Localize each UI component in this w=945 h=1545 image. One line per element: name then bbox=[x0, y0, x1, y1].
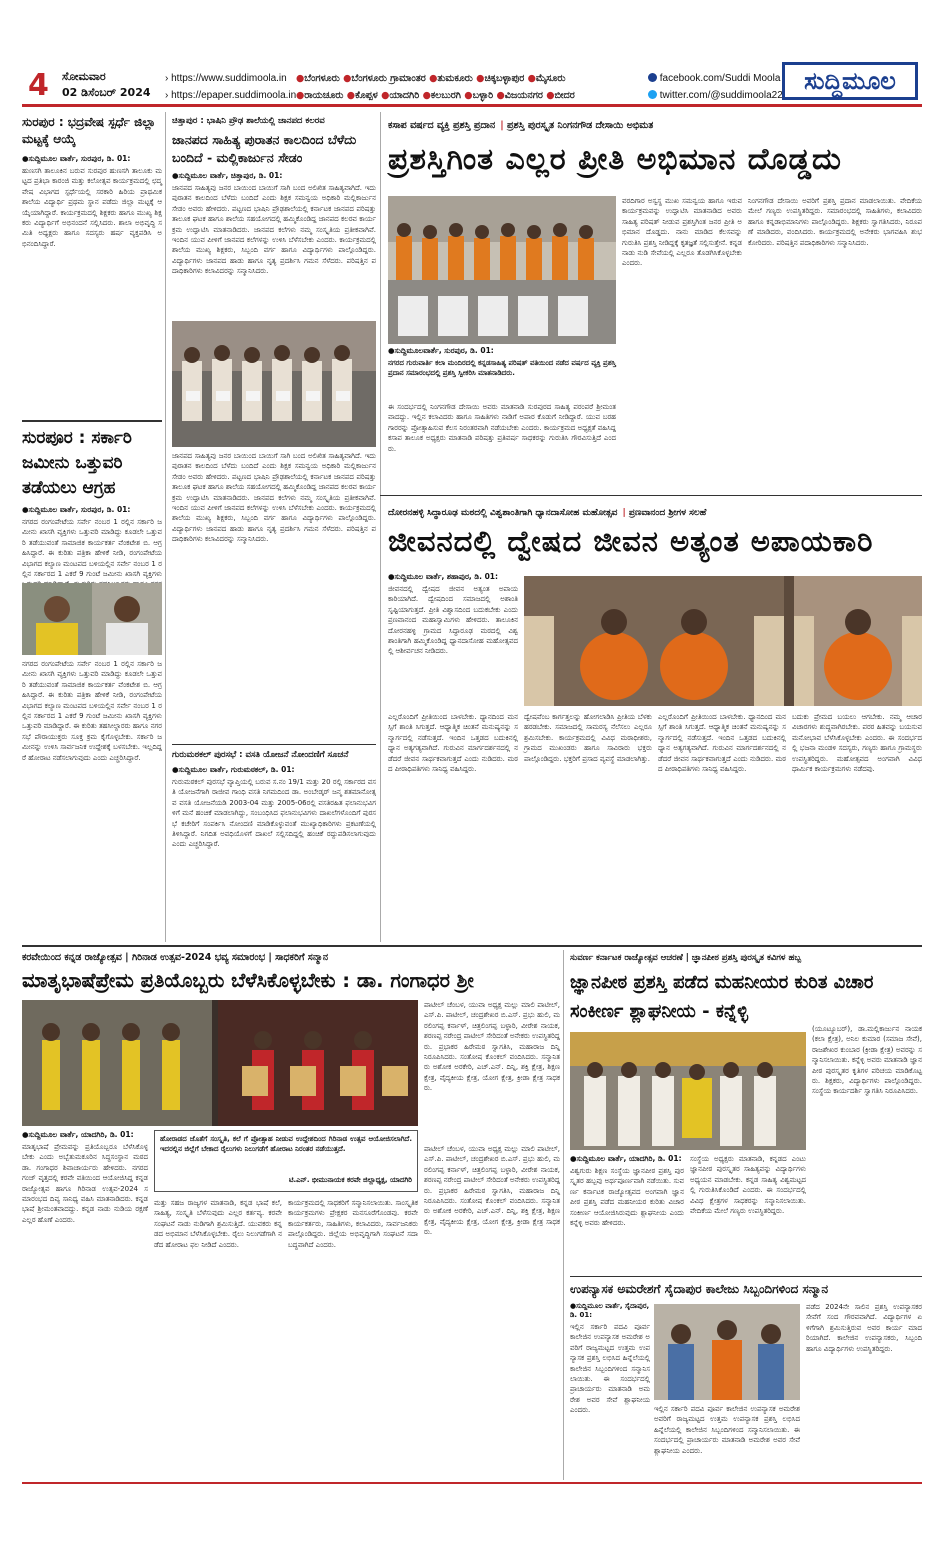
cities-row-2 bbox=[296, 87, 575, 104]
spirit-story-body-3: ದ್ವೇಷವೆಂಬ ಕಾರ್ಗತ್ತಲನ್ನು ಹೋಗಲಾಡಿಸಿ ಪ್ರೀತಿಯ ಬೆಳಕು ಹರಡಬೇಕು. ಸಮಾಜದಲ್ಲಿ ಸಾಮರಸ್ಯ ನೆಲೆಸಲು ಎಲ್ಲರೂ ಶ್ರಮಿಸಬೇಕು. ಕಾರ್ಯಕ್ರಮದಲ್ಲಿ ವಿವಿಧ ಮಠಾಧೀಶರು, ಗ್ರಾಮದ ಮುಖಂಡರು ಹಾಗೂ ಸಾವಿರಾರು ಭಕ್ತರು ಪಾಲ್ಗೊಂಡಿದ್ದರು. ಭಕ್ತರಿಗೆ ಪ್ರಸಾದ ವ್ಯವಸ್ಥೆ ಮಾಡಲಾಗಿತ್ತು. bbox=[524, 713, 652, 763]
cities_row1-2[interactable]: ತುಮಕೂರು bbox=[437, 73, 477, 84]
top-story-headline: ಪ್ರಶಸ್ತಿಗಿಂತ ಎಲ್ಲರ ಪ್ರೀತಿ ಅಭಿಮಾನ ದೊಡ್ಡದು bbox=[388, 142, 842, 177]
bottom-right-body-3: (ಯೂಟ್ಯೂಬರ್), ಡಾ.ಮಲ್ಲಿಕಾರ್ಜುನ ನಾಯಕ (ಕಲಾ ಕ್ಷೇತ್ರ), ಅನಿಲ ಕುಮಾರ (ಸಮಾಜ ಸೇವೆ), ರಾಜಶೇಖರ ಕುಂಬಾರ (ಕ್ರೀಡಾ ಕ್ಷೇತ್ರ) ಅವರನ್ನು ಸನ್ಮಾನಿಸಲಾಯಿತು. ಕನ್ನೆಳ್ಳಿ ಅವರು ಮಾತನಾಡಿ ಜ್ಞಾನಪೀಠ ಪುರಸ್ಕೃತರ ಕೃತಿಗಳ ಪರಿಚಯ ಮಾಡಿಕೊಟ್ಟರು. ಶಿಕ್ಷಕರು, ವಿದ್ಯಾರ್ಥಿಗಳು ಪಾಲ್ಗೊಂಡಿದ್ದರು. ಸಂಸ್ಥೆಯ ಕಾರ್ಯದರ್ಶಿ ಸ್ವಾಗತಿಸಿ ನಿರೂಪಿಸಿದರು. bbox=[812, 1025, 922, 1096]
bottom-left-headline: ಮಾತೃಭಾಷೆಪ್ರೇಮ ಪ್ರತಿಯೊಬ್ಬರು ಬೆಳೆಸಿಕೊಳ್ಳಬೇಕು : ಡಾ. ಗಂಗಾಧರ ಶ್ರೀ bbox=[22, 969, 474, 992]
masthead-date: 02 ಡಿಸೆಂಬರ್ 2024 bbox=[62, 86, 151, 99]
top-story-body-1: ವರದಿಗಾರ ಅಸ್ವಸ್ಥ ಮುಖ ಸಮನ್ವಯ ಹಾಗೂ ಇರುವ ಕಾರ್ಯಕ್ರಮವನ್ನು ಉದ್ಘಾಟಿಸಿ ಮಾತನಾಡಿದ ಅವರು ಸಾಹಿತ್ಯ ಪರಿಷತ್ ನೀಡುವ ಪ್ರಶಸ್ತಿಗಿಂತ ಜನರ ಪ್ರೀತಿ ಅಭಿಮಾನ ದೊಡ್ಡದು. ನಾನು ಮಾಡಿದ ಕೆಲಸವನ್ನು ಗುರುತಿಸಿ ಪ್ರಶಸ್ತಿ ನೀಡಿದ್ದಕ್ಕೆ ಕೃತಜ್ಞತೆ ಸಲ್ಲಿಸುತ್ತೇನೆ. ಕನ್ನಡ ನಾಡು ನುಡಿ ಸೇವೆಯಲ್ಲಿ ಎಲ್ಲರೂ ತೊಡಗಿಸಿಕೊಳ್ಳಬೇಕು ಎಂದರು. bbox=[622, 197, 742, 268]
city-bullet-icon: ● bbox=[429, 73, 438, 84]
column-divider bbox=[380, 112, 381, 942]
bottom-right-photo bbox=[570, 1032, 806, 1150]
bottom-right-story-2-headline: ಉಪನ್ಯಾಸಕ ಅಮರೇಶಗೆ ಸೈದಾಪುರ ಕಾಲೇಜು ಸಿಬ್ಬಂದಿಗಳಿಂದ ಸನ್ಮಾನ bbox=[570, 1282, 828, 1296]
mid-story-1-body-a: ಜಾನಪದ ಸಾಹಿತ್ಯವು ಜನರ ಬಾಯಿಂದ ಬಾಯಿಗೆ ಸಾಗಿ ಬಂದ ಅಲಿಖಿತ ಸಾಹಿತ್ಯವಾಗಿದೆ. ಇದು ಪುರಾತನ ಕಾಲದಿಂದ ಬೆಳೆದು ಬಂದಿದೆ ಎಂದು ಶಿಕ್ಷಕ ಸಮನ್ವಯ ಅಧಿಕಾರಿ ಮಲ್ಲಿಕಾರ್ಜುನ ಸೇಡಂ ಅವರು ಹೇಳಿದರು. ಪಟ್ಟಣದ ಭಾಷಿನಿ ಪ್ರೌಢಶಾಲೆಯಲ್ಲಿ ಕರ್ನಾಟಕ ಜಾನಪದ ಪರಿಷತ್ತು ತಾಲೂಕ ಘಟಕ ಹಾಗೂ ಶಾಲೆಯ ಸಹಯೋಗದಲ್ಲಿ ಹಮ್ಮಿಕೊಂಡಿದ್ದ ಜಾನಪದ ಕಲರವ ಕಾರ್ಯಕ್ರಮ ಉದ್ಘಾಟಿಸಿ ಮಾತನಾಡಿದರು. ಜಾನಪದ ಕಲೆಗಳು ನಮ್ಮ ಸಂಸ್ಕೃತಿಯ ಪ್ರತೀಕವಾಗಿವೆ. ಇಂದಿನ ಯುವ ಪೀಳಿಗೆ ಜಾನಪದ ಕಲೆಗಳನ್ನು ಉಳಿಸಿ ಬೆಳೆಸಬೇಕು ಎಂದರು. ಕಾರ್ಯಕ್ರಮದಲ್ಲಿ ಶಾಲೆಯ ಮುಖ್ಯ ಶಿಕ್ಷಕರು, ಸಿಬ್ಬಂದಿ ವರ್ಗ ಹಾಗೂ ವಿದ್ಯಾರ್ಥಿಗಳು ಪಾಲ್ಗೊಂಡಿದ್ದರು. ವಿದ್ಯಾರ್ಥಿಗಳು ಜಾನಪದ ಹಾಡು ಹಾಗೂ ನೃತ್ಯ ಪ್ರದರ್ಶಿಸಿ ಗಮನ ಸೆಳೆದರು. ಪರಿಷತ್ತಿನ ಪದಾಧಿಕಾರಿಗಳು ಕಲಾವಿದರನ್ನು ಸನ್ಮಾನಿಸಿದರು. bbox=[172, 184, 376, 276]
top-story-kicker-left: ಕಸಾಪ ವರ್ಷದ ವ್ಯಕ್ತಿ ಪ್ರಶಸ್ತಿ ಪ್ರದಾನ bbox=[388, 120, 496, 131]
spirit-story-photo bbox=[524, 576, 922, 706]
bottom-left-body-2: ಮತ್ತು ಸಹಜ ರಾಜ್ಯಗಳ ಮಾತನಾಡಿ, ಕನ್ನಡ ಭಾಷೆ ಕಲೆ, ಸಾಹಿತ್ಯ, ಸಂಸ್ಕೃತಿ ಬೆಳೆಸುವುದು ಎಲ್ಲರ ಕರ್ತವ್ಯ. ಕರವೇ ಸಂಘಟನೆ ನಾಡು ನುಡಿಗಾಗಿ ಶ್ರಮಿಸುತ್ತಿದೆ. ಯುವಕರು ಕನ್ನಡದ ಅಭಿಮಾನ ಬೆಳೆಸಿಕೊಳ್ಳಬೇಕು. ರೈಲು ನಿಲುಗಡೆಗಾಗಿ ನಡೆದ ಹೋರಾಟ ಫಲ ನೀಡಿದೆ ಎಂದರು. bbox=[154, 1199, 282, 1249]
bottom-right-story-2-body: ಇಲ್ಲಿನ ಸರ್ಕಾರಿ ಪದವಿ ಪೂರ್ವ ಕಾಲೇಜಿನ ಉಪನ್ಯಾಸಕ ಅಮರೇಶ ಅವರಿಗೆ ರಾಜ್ಯಮಟ್ಟದ ಉತ್ತಮ ಉಪನ್ಯಾಸಕ ಪ್ರಶಸ್ತಿ ಲಭಿಸಿದ ಹಿನ್ನೆಲೆಯಲ್ಲಿ ಕಾಲೇಜಿನ ಸಿಬ್ಬಂದಿಗಳಿಂದ ಸನ್ಮಾನಿಸಲಾಯಿತು. ಈ ಸಂದರ್ಭದಲ್ಲಿ ಪ್ರಾಚಾರ್ಯರು ಮಾತನಾಡಿ ಅಮರೇಶ ಅವರ ಸೇವೆ ಶ್ಲಾಘನೀಯ ಎಂದರು. bbox=[570, 1323, 650, 1415]
spirit-story-body-2: ಎಲ್ಲರೊಂದಿಗೆ ಪ್ರೀತಿಯಿಂದ ಬಾಳಬೇಕು. ಧ್ಯಾನದಿಂದ ಮನಸ್ಸಿಗೆ ಶಾಂತಿ ಸಿಗುತ್ತದೆ. ಆಧ್ಯಾತ್ಮಿಕ ಚಿಂತನೆ ಮನುಷ್ಯನನ್ನು ಸನ್ಮಾರ್ಗದಲ್ಲಿ ನಡೆಸುತ್ತದೆ. ಇಂದಿನ ಒತ್ತಡದ ಬದುಕಿನಲ್ಲಿ ಧ್ಯಾನ ಅತ್ಯಗತ್ಯವಾಗಿದೆ. ಗುರುವಿನ ಮಾರ್ಗದರ್ಶನದಲ್ಲಿ ನಡೆದರೆ ಜೀವನ ಸಾರ್ಥಕವಾಗುತ್ತದೆ ಎಂದು ನುಡಿದರು. ಮಠದ ಪೀಠಾಧಿಪತಿಗಳು ಸಾನಿಧ್ಯ ವಹಿಸಿದ್ದರು. bbox=[388, 713, 518, 774]
award-ceremony-photo bbox=[388, 196, 616, 344]
spirit-story-body-4: ಬದುಕು ಪ್ರೇಮದ ಬಯಲು ಆಗಬೇಕು. ನಮ್ಮ ಆಚಾರ ವಿಚಾರಗಳು ಶುದ್ಧವಾಗಿರಬೇಕು. ಪರರ ಹಿತವನ್ನು ಬಯಸುವ ಮನೋಭಾವ ಬೆಳೆಸಿಕೊಳ್ಳಬೇಕು ಎಂದರು. ಈ ಸಂದರ್ಭದಲ್ಲಿ ಭಜನಾ ಮಂಡಳಿ ಸದಸ್ಯರು, ಗಣ್ಯರು ಹಾಗೂ ಗ್ರಾಮಸ್ಥರು ಉಪಸ್ಥಿತರಿದ್ದರು. ಮಹೋತ್ಸವದ ಅಂಗವಾಗಿ ವಿವಿಧ ಧಾರ್ಮಿಕ ಕಾರ್ಯಕ್ರಮಗಳು ನಡೆದವು. bbox=[792, 713, 922, 774]
top-story-body-3: ನಿಂಗನಗೌಡ ದೇಸಾಯಿ ಅವರಿಗೆ ಪ್ರಶಸ್ತಿ ಪ್ರದಾನ ಮಾಡಲಾಯಿತು. ವೇದಿಕೆಯ ಮೇಲೆ ಗಣ್ಯರು ಉಪಸ್ಥಿತರಿದ್ದರು. ಸಮಾರಂಭದಲ್ಲಿ ಸಾಹಿತಿಗಳು, ಕಲಾವಿದರು ಹಾಗೂ ಕನ್ನಡಾಭಿಮಾನಿಗಳು ಪಾಲ್ಗೊಂಡಿದ್ದರು. ಶಿಕ್ಷಕರು ಸ್ವಾಗತಿಸಿದರು, ನಿರೂಪಣೆ ಮಾಡಿದರು, ವಂದಿಸಿದರು. ಕಾರ್ಯಕ್ರಮದಲ್ಲಿ ಅನೇಕರು ಭಾಗವಹಿಸಿ ಶುಭ ಕೋರಿದರು. ಪರಿಷತ್ತಿನ ಪದಾಧಿಕಾರಿಗಳು ಸನ್ಮಾನಿಸಿದರು. bbox=[748, 197, 922, 247]
honour-photo bbox=[570, 1032, 806, 1150]
mid-story-1-headline: ಜಾನಪದ ಸಾಹಿತ್ಯ ಪುರಾತನ ಕಾಲದಿಂದ ಬೆಳೆದು ಬಂದಿದೆ - ಮಲ್ಲಿಕಾರ್ಜುನ ಸೇಡಂ bbox=[172, 132, 357, 165]
bottom-right-body-1: ವಿಶ್ವಗುರು ಶಿಕ್ಷಣ ಸಂಸ್ಥೆಯ ಜ್ಞಾನಪೀಠ ಪ್ರಶಸ್ತಿ ಪುರಸ್ಕೃತರ ಹಬ್ಬವು ಅರ್ಥಪೂರ್ಣವಾಗಿ ನಡೆಯಿತು. ಸುವರ್ಣ ಕರ್ನಾಟಕ ರಾಜ್ಯೋತ್ಸವದ ಅಂಗವಾಗಿ ಜ್ಞಾನಪೀಠ ಪ್ರಶಸ್ತಿ ಪಡೆದ ಮಹನೀಯರ ಕುರಿತು ವಿಚಾರ ಸಂಕೀರ್ಣ ಆಯೋಜಿಸಿರುವುದು ಶ್ಲಾಘನೀಯ ಎಂದು ಕನ್ನೆಳ್ಳಿ ಅವರು ಹೇಳಿದರು. bbox=[570, 1167, 684, 1228]
cities_row1-0[interactable]: ಬೆಂಗಳೂರು bbox=[304, 73, 344, 84]
top-story-lead: ನಗರದ ಗುರುವಾರ್ತಿ ಕಲಾ ಮಂದಿರದಲ್ಲಿ ಕನ್ನಡಸಾಹಿತ್ಯ ಪರಿಷತ್ ವತಿಯಿಂದ ನಡೆದ ವರ್ಷದ ವ್ಯಕ್ತಿ ಪ್ರಶಸ್ತಿ ಪ್ರದಾನ ಸಮಾರಂಭದಲ್ಲಿ ಪ್ರಶಸ್ತಿ ಸ್ವೀಕರಿಸಿ ಮಾತನಾಡಿದರು. bbox=[388, 359, 616, 378]
left-story-2-body-a: ನಗರದ ರಂಗಂಪೇಟೆಯ ಸರ್ವೇ ನಂಬರ 1 ರಲ್ಲಿನ ಸರ್ಕಾರಿ ಜಮೀನು ಖಾಸಗಿ ವ್ಯಕ್ತಿಗಳು ಒತ್ತುವರಿ ಮಾಡಿದ್ದು ಕೂಡಲೇ ಒತ್ತುವರಿ ತಡೆಯುವಂತೆ ಸಾಮಾಜಿಕ ಕಾರ್ಯಕರ್ತ ವೆಂಕಟೇಶ ಬಿ. ಆಗ್ರಹಿಸಿದ್ದಾರೆ. ಈ ಕುರಿತು ಪತ್ರಿಕಾ ಹೇಳಿಕೆ ನೀಡಿ, ರಂಗಂಪೇಟೆಯ ವಿಭಾಗದ ಕಲ್ಯಾಣ ಮಂಟಪದ ಬಳಿಯಲ್ಲಿನ ಸರ್ವೇ ನಂಬರ 1 ರಲ್ಲಿನ ಸರ್ಕಾರದ 1 ಎಕರೆ 9 ಗುಂಟೆ ಜಮೀನು ಖಾಸಗಿ ವ್ಯಕ್ತಿಗಳು bbox=[22, 518, 162, 579]
city-bullet-icon: ● bbox=[422, 90, 431, 101]
city-bullet-icon: ● bbox=[546, 90, 555, 101]
left-story-2-body-b: ನಗರದ ರಂಗಂಪೇಟೆಯ ಸರ್ವೇ ನಂಬರ 1 ರಲ್ಲಿನ ಸರ್ಕಾರಿ ಜಮೀನು ಖಾಸಗಿ ವ್ಯಕ್ತಿಗಳು ಒತ್ತುವರಿ ಮಾಡಿದ್ದು ಕೂಡಲೇ ಒತ್ತುವರಿ ತಡೆಯುವಂತೆ ಸಾಮಾಜಿಕ ಕಾರ್ಯಕರ್ತ ವೆಂಕಟೇಶ ಬಿ. ಆಗ್ರಹಿಸಿದ್ದಾರೆ. ಈ ಕುರಿತು ಪತ್ರಿಕಾ ಹೇಳಿಕೆ ನೀಡಿ, ರಂಗಂಪೇಟೆಯ ವಿಭಾಗದ ಕಲ್ಯಾಣ ಮಂಟಪದ ಬಳಿಯಲ್ಲಿನ ಸರ್ವೇ ನಂಬರ 1 ರಲ್ಲಿನ ಸರ್ಕಾರದ 1 ಎಕರೆ 9 ಗುಂಟೆ ಜಮೀನು ಖಾಸಗಿ ವ್ಯಕ್ತಿಗಳು ಒತ್ತುವರಿ ಮಾಡಿದ್ದಾರೆ. ಈ ಕುರಿತು ತಹಸೀಲ್ದಾರರು ಹಾಗೂ ನಗರಸಭೆ ಪೌರಾಯುಕ್ತರು ಸೂಕ್ತ ಕ್ರಮ ಕೈಗೊಳ್ಳಬೇಕು. ಸರ್ಕಾರಿ ಜಮೀನನ್ನು ಉಳಿಸಿ ಸಾರ್ವಜನಿಕ ಉದ್ದೇಶಕ್ಕೆ ಬಳಸಬೇಕು. ಇಲ್ಲದಿದ್ದರೆ ಹೋರಾಟ ನಡೆಸಲಾಗುವುದು ಎಂದು ಎಚ್ಚರಿಸಿದ್ದಾರೆ. bbox=[22, 660, 162, 762]
mid-story-1-kicker: ಚಿತ್ತಾಪುರ : ಭಾಷಿನಿ ಪ್ರೌಢ ಶಾಲೆಯಲ್ಲಿ ಜಾನಪದ ಕಲರವ bbox=[172, 116, 325, 126]
top-story-photo bbox=[388, 196, 616, 344]
bottom-left-col-1 bbox=[22, 1130, 148, 1478]
mid-story-1-body-b: ಜಾನಪದ ಸಾಹಿತ್ಯವು ಜನರ ಬಾಯಿಂದ ಬಾಯಿಗೆ ಸಾಗಿ ಬಂದ ಅಲಿಖಿತ ಸಾಹಿತ್ಯವಾಗಿದೆ. ಇದು ಪುರಾತನ ಕಾಲದಿಂದ ಬೆಳೆದು ಬಂದಿದೆ ಎಂದು ಶಿಕ್ಷಕ ಸಮನ್ವಯ ಅಧಿಕಾರಿ ಮಲ್ಲಿಕಾರ್ಜುನ ಸೇಡಂ ಅವರು ಹೇಳಿದರು. ಪಟ್ಟಣದ ಭಾಷಿನಿ ಪ್ರೌಢಶಾಲೆಯಲ್ಲಿ ಕರ್ನಾಟಕ ಜಾನಪದ ಪರಿಷತ್ತು ತಾಲೂಕ ಘಟಕ ಹಾಗೂ ಶಾಲೆಯ ಸಹಯೋಗದಲ್ಲಿ ಹಮ್ಮಿಕೊಂಡಿದ್ದ ಜಾನಪದ ಕಲರವ ಕಾರ್ಯಕ್ರಮ ಉದ್ಘಾಟಿಸಿ ಮಾತನಾಡಿದರು. ಜಾನಪದ ಕಲೆಗಳು ನಮ್ಮ ಸಂಸ್ಕೃತಿಯ ಪ್ರತೀಕವಾಗಿವೆ. ಇಂದಿನ ಯುವ ಪೀಳಿಗೆ ಜಾನಪದ ಕಲೆಗಳನ್ನು ಉಳಿಸಿ ಬೆಳೆಸಬೇಕು ಎಂದರು. ಕಾರ್ಯಕ್ರಮದಲ್ಲಿ ಶಾಲೆಯ ಮುಖ್ಯ ಶಿಕ್ಷಕರು, ಸಿಬ್ಬಂದಿ ವರ್ಗ ಹಾಗೂ ವಿದ್ಯಾರ್ಥಿಗಳು ಪಾಲ್ಗೊಂಡಿದ್ದರು. ವಿದ್ಯಾರ್ಥಿಗಳು ಜಾನಪದ ಹಾಡು ಹಾಗೂ ನೃತ್ಯ ಪ್ರದರ್ಶಿಸಿ ಗಮನ ಸೆಳೆದರು. ಪರಿಷತ್ತಿನ ಪದಾಧಿಕಾರಿಗಳು ಕಲಾವಿದರನ್ನು ಸನ್ಮಾನಿಸಿದರು. bbox=[172, 452, 376, 544]
bottom-left-body-1: ಮಾತೃಭಾಷೆ ಪ್ರೇಮವನ್ನು ಪ್ರತಿಯೊಬ್ಬರೂ ಬೆಳೆಸಿಕೊಳ್ಳಬೇಕು ಎಂದು ಅಬ್ಬೆತುಮಕೂರಿನ ಸಿದ್ಧಸಂಸ್ಥಾನ ಮಠದ ಡಾ. ಗಂಗಾಧರ ಶಿವಾಚಾರ್ಯರು ಹೇಳಿದರು. ನಗರದ ಗಂಜ್ ವೃತ್ತದಲ್ಲಿ ಕರವೇ ವತಿಯಿಂದ ಆಯೋಜಿಸಿದ್ದ ಕನ್ನಡ ರಾಜ್ಯೋತ್ಸವ ಹಾಗೂ ಗಿರಿನಾಡ ಉತ್ಸವ-2024 ಸಮಾರಂಭದ ದಿವ್ಯ ಸಾನಿಧ್ಯ ವಹಿಸಿ ಮಾತನಾಡಿದರು. ಕನ್ನಡ ಭಾಷೆ ಶ್ರೀಮಂತವಾದದ್ದು. ಕನ್ನಡ ನಾಡು ನುಡಿಯ ರಕ್ಷಣೆ ಎಲ್ಲರ ಹೊಣೆ ಎಂದರು. bbox=[22, 1143, 148, 1224]
bottom-left-kicker: ಕರವೇಯಿಂದ ಕನ್ನಡ ರಾಜ್ಯೋತ್ಸವ | ಗಿರಿನಾಡ ಉತ್ಸವ-2024 ಭವ್ಯ ಸಮಾರಂಭ | ಸಾಧಕರಿಗೆ ಸನ್ಮಾನ bbox=[22, 952, 329, 963]
story-divider bbox=[22, 420, 162, 422]
bottom-right-story-2-col bbox=[570, 1302, 650, 1462]
website-link[interactable]: › https://www.suddimoola.in bbox=[165, 73, 287, 84]
story-divider bbox=[570, 1276, 922, 1277]
cities_row2-2[interactable]: ಯಾದಗಿರಿ bbox=[389, 90, 423, 101]
cities_row1-4[interactable]: ಮೈಸೂರು bbox=[535, 73, 566, 84]
top-story-body-2: ಈ ಸಂದರ್ಭದಲ್ಲಿ ನಿಂಗನಗೌಡ ದೇಸಾಯಿ ಅವರು ಮಾತನಾಡಿ ಸುರಪುರದ ಸಾಹಿತ್ಯ ಪರಂಪರೆ ಶ್ರೀಮಂತವಾದದ್ದು. ಇಲ್ಲಿನ ಕಲಾವಿದರು ಹಾಗೂ ಸಾಹಿತಿಗಳು ನಾಡಿಗೆ ಅಪಾರ ಕೊಡುಗೆ ನೀಡಿದ್ದಾರೆ. ಯುವ ಬರಹಗಾರರನ್ನು ಪ್ರೋತ್ಸಾಹಿಸುವ ಕೆಲಸ ನಿರಂತರವಾಗಿ ನಡೆಯಬೇಕು ಎಂದರು. ಕಾರ್ಯಕ್ರಮದ ಅಧ್ಯಕ್ಷತೆ ವಹಿಸಿದ್ದ ಕಸಾಪ ತಾಲೂಕ ಅಧ್ಯಕ್ಷರು ಮಾತನಾಡಿ ಪರಿಷತ್ತು ಪ್ರತಿವರ್ಷ ಸಾಧಕರನ್ನು ಗುರುತಿಸಿ ಗೌರವಿಸುತ್ತಿದೆ ಎಂದರು. bbox=[388, 403, 616, 453]
cities_row2-4[interactable]: ಬಳ್ಳಾರಿ bbox=[472, 90, 497, 101]
bottom-right-story-2-caption: ಇಲ್ಲಿನ ಸರ್ಕಾರಿ ಪದವಿ ಪೂರ್ವ ಕಾಲೇಜಿನ ಉಪನ್ಯಾಸಕ ಅಮರೇಶ ಅವರಿಗೆ ರಾಜ್ಯಮಟ್ಟದ ಉತ್ತಮ ಉಪನ್ಯಾಸಕ ಪ್ರಶಸ್ತಿ ಲಭಿಸಿದ ಹಿನ್ನೆಲೆಯಲ್ಲಿ ಕಾಲೇಜಿನ ಸಿಬ್ಬಂದಿಗಳಿಂದ ಸನ್ಮಾನಿಸಲಾಯಿತು. ಈ ಸಂದರ್ಭದಲ್ಲಿ ಪ್ರಾಚಾರ್ಯರು ಮಾತನಾಡಿ ಅಮರೇಶ ಅವರ ಸೇವೆ ಶ್ಲಾಘನೀಯ ಎಂದರು. bbox=[654, 1405, 800, 1455]
newspaper-logo: ಸುದ್ದಿಮೂಲ bbox=[782, 62, 918, 100]
top-story-kicker: ಕಸಾಪ ವರ್ಷದ ವ್ಯಕ್ತಿ ಪ್ರಶಸ್ತಿ ಪ್ರದಾನ | ಪ್ರಶಸ್ತಿ ಪುರಸ್ಕೃತ ನಿಂಗನಗೌಡ ದೇಸಾಯಿ ಅಭಿಮತ bbox=[388, 120, 654, 131]
bottom-left-body-4b: ಪಾಟೀಲ್ ಚೆಂಬಳ, ಯುವಾ ಅಧ್ಯಕ್ಷ ಮಲ್ಲು ಮಾಲಿ ಪಾಟೀಲ್, ಎಸ್.ಪಿ. ಪಾಟೀಲ್, ಚಂದ್ರಶೇಖರ ಬಿ.ಎಸ್. ಪ್ರಭು ಹುಲಿ, ಮರಲಿಂಗಪ್ಪ ಕರ್ನಾಳ್, ಚಿತ್ರಲಿಂಗಪ್ಪ ಬಳ್ಳಾರಿ, ವೀರೇಶ ನಾಯಕ, ಶರಣಪ್ಪ ನರೇಂದ್ರ ಪಾಟೀಲ್ ಸೇರಿದಂತೆ ಅನೇಕರು ಉಪಸ್ಥಿತರಿದ್ದರು. ಪ್ರಭಾಕರ ಹಿರೇಮಠ ಸ್ವಾಗತಿಸಿ, ಮಹಾರಾಜ ದಿನ್ನಿ ನಿರೂಪಿಸಿದರು. ಸಂತೋಷ ಕೊಂಕಲ್ ವಂದಿಸಿದರು. ಸನ್ಮಾನಿತರು ಅಶೋಕ ಅರಕೇರಿ, ಎಚ್.ಎನ್. ದಿನ್ನಿ, ಶಕ್ತಿ ಕ್ಷೇತ್ರ, ಶಿಕ್ಷಣ ಕ್ಷೇತ್ರ, ವೈದ್ಯಕೀಯ ಕ್ಷೇತ್ರ, ಯೋಗ ಕ್ಷೇತ್ರ, ಕ್ರೀಡಾ ಕ್ಷೇತ್ರ ಸಾಧಕರು. bbox=[424, 1145, 560, 1237]
top-story-byline: ●ಸುದ್ದಿಮೂಲವಾರ್ತೆ, ಸುರಪುರ, ಡಿ. 01: bbox=[388, 346, 494, 355]
quote-box-signature: ಟಿ.ಎನ್. ಭೀಮುನಾಯಕ ಕರವೇ ಜಿಲ್ಲಾಧ್ಯಕ್ಷ, ಯಾದಗಿರಿ bbox=[288, 1176, 412, 1184]
mid-story-1-photo bbox=[172, 321, 376, 447]
seers-photo bbox=[524, 576, 922, 706]
bottom-right-story-2-body-2: ಪಡೆದ 2024ನೇ ಸಾಲಿನ ಪ್ರಶಸ್ತಿ ಉಪನ್ಯಾಸಕರ ಸೇವೆಗೆ ಸಂದ ಗೌರವವಾಗಿದೆ. ವಿದ್ಯಾರ್ಥಿಗಳ ಏಳಿಗೆಗಾಗಿ ಶ್ರಮಿಸುತ್ತಿರುವ ಅವರ ಕಾರ್ಯ ಮಾದರಿಯಾಗಿದೆ. ಕಾಲೇಜಿನ ಉಪನ್ಯಾಸಕರು, ಸಿಬ್ಬಂದಿ ಹಾಗೂ ವಿದ್ಯಾರ್ಥಿಗಳು ಉಪಸ್ಥಿತರಿದ್ದರು. bbox=[806, 1303, 922, 1353]
city-bullet-icon: ● bbox=[346, 90, 356, 101]
facebook-link[interactable]: facebook.com/Suddi Moola bbox=[648, 70, 783, 87]
facebook-icon bbox=[648, 73, 657, 82]
twitter-link[interactable]: twitter.com/@suddimoola22 bbox=[648, 87, 783, 104]
bottom-right-body-2: ಸಂಸ್ಥೆಯ ಅಧ್ಯಕ್ಷರು ಮಾತನಾಡಿ, ಕನ್ನಡದ ಎಂಟು ಜ್ಞಾನಪೀಠ ಪುರಸ್ಕೃತರ ಸಾಹಿತ್ಯವನ್ನು ವಿದ್ಯಾರ್ಥಿಗಳು ಅಧ್ಯಯನ ಮಾಡಬೇಕು. ಕನ್ನಡ ಸಾಹಿತ್ಯ ವಿಶ್ವಮಟ್ಟದಲ್ಲಿ ಗುರುತಿಸಿಕೊಂಡಿದೆ ಎಂದರು. ಈ ಸಂದರ್ಭದಲ್ಲಿ ವಿವಿಧ ಕ್ಷೇತ್ರಗಳ ಸಾಧಕರನ್ನು ಸನ್ಮಾನಿಸಲಾಯಿತು. ವೇದಿಕೆಯ ಮೇಲೆ ಗಣ್ಯರು ಉಪಸ್ಥಿತರಿದ್ದರು. bbox=[690, 1155, 806, 1216]
city-bullet-icon: ● bbox=[476, 73, 485, 84]
city-bullet-icon: ● bbox=[296, 90, 305, 101]
cities_row1-1[interactable]: ಬೆಂಗಳೂರು ಗ್ರಾಮಾಂತರ bbox=[351, 73, 430, 84]
city-bullet-icon: ● bbox=[343, 73, 352, 84]
city-bullet-icon: ● bbox=[381, 90, 390, 101]
bottom-right-byline: ●ಸುದ್ದಿಮೂಲ ವಾರ್ತೆ, ಯಾದಗಿರಿ, ಡಿ. 01: bbox=[570, 1154, 682, 1163]
left-story-1-body: ಹುಣಸಗಿ ತಾಲೂಕಿನ ಬರುವ ಸುರಪುರ ಹುಣಸಗಿ ತಾಲೂಕು ಮಟ್ಟದ ಪ್ರತಿಭಾ ಕಾರಂಜಿ ಮತ್ತು ಕಲೋತ್ಸವ ಕಾರ್ಯಕ್ರಮದಲ್ಲಿ ಛದ್ಮವೇಷ ವಿಭಾಗದ ಸ್ಪರ್ಧೆಯಲ್ಲಿ ಸರಕಾರಿ ಹಿರಿಯ ಪ್ರಾಥಮಿಕ ಶಾಲೆಯ ವಿದ್ಯಾರ್ಥಿ ಪ್ರಥಮ ಸ್ಥಾನ ಪಡೆದು ಜಿಲ್ಲಾ ಮಟ್ಟಕ್ಕೆ ಆಯ್ಕೆಯಾಗಿದ್ದಾರೆ. ಕಾರ್ಯಕ್ರಮದಲ್ಲಿ ಶಿಕ್ಷಕರು ಹಾಗೂ ಮುಖ್ಯ ಶಿಕ್ಷಕರು ವಿದ್ಯಾರ್ಥಿಗೆ ಅಭಿನಂದನೆ ಸಲ್ಲಿಸಿದರು. ಶಾಲಾ ಅಭಿವೃದ್ಧಿ ಸಮಿತಿ ಅಧ್ಯಕ್ಷರು ಹಾಗೂ ಸದಸ್ಯರು ಹರ್ಷ ವ್ಯಕ್ತಪಡಿಸಿ ಅಭಿನಂದಿಸಿದ್ದಾರೆ. bbox=[22, 167, 162, 248]
column-divider bbox=[563, 950, 564, 1480]
bottom-right-kicker: ಸುವರ್ಣ ಕರ್ನಾಟಕ ರಾಜ್ಯೋತ್ಸವ ಆಚರಣೆ | ಜ್ಞಾನಪೀಠ ಪ್ರಶಸ್ತಿ ಪುರಸ್ಕೃತ ಕವಿಗಳ ಹಬ್ಬ bbox=[570, 953, 802, 963]
epaper-link[interactable]: › https://epaper.suddimoola.in bbox=[165, 90, 297, 101]
column-divider bbox=[165, 112, 166, 942]
mid-story-2 bbox=[172, 748, 376, 937]
city-bullet-icon: ● bbox=[296, 73, 305, 84]
quote-box-text: ಹೋರಾಡದ ಜೊತೆಗೆ ಸಂಸ್ಕೃತಿ, ಕಲೆ ಗೆ ಪ್ರೋತ್ಸಾಹ ನೀಡುವ ಉದ್ದೇಶದಿಂದ ಗಿರಿನಾಡ ಉತ್ಸವ ಆಯೋಜಿಸಲಾಗಿದೆ. ಇದರಲ್ಲಿನ ಜಿಲ್ಲೆಗೆ ಬೇಕಾದ ರೈಲುಗಳು ನಿಲುಗಡೆಗೆ ಹೋರಾಟ ನಿರಂತರ ನಡೆಯುತ್ತದೆ. bbox=[160, 1135, 412, 1154]
spirit-story-body-1: ಜೀವನದಲ್ಲಿ ದ್ವೇಷದ ಜೀವನ ಅತ್ಯಂತ ಅಪಾಯಕಾರಿಯಾಗಿದೆ. ದ್ವೇಷದಿಂದ ಸಮಾಜದಲ್ಲಿ ಅಶಾಂತಿ ಸೃಷ್ಟಿಯಾಗುತ್ತದೆ. ಪ್ರೀತಿ ವಿಶ್ವಾಸದಿಂದ ಬದುಕಬೇಕು ಎಂದು ಪ್ರಣವಾನಂದ ಮಹಾಸ್ವಾಮಿಗಳು ಹೇಳಿದರು. ತಾಲೂಕಿನ ದೋರನಹಳ್ಳಿ ಗ್ರಾಮದ ಸಿದ್ಧಾರೂಢ ಮಠದಲ್ಲಿ ವಿಶ್ವಶಾಂತಿಗಾಗಿ ಹಮ್ಮಿಕೊಂಡಿದ್ದ ಧ್ಯಾನದಾಸೋಹ ಮಹೋತ್ಸವದಲ್ಲಿ ಆಶೀರ್ವಚನ ನೀಡಿದರು. bbox=[388, 585, 518, 656]
group-photo bbox=[172, 321, 376, 447]
left-story-2-headline: ಸುರಪೂರ : ಸರ್ಕಾರಿ ಜಮೀನು ಒತ್ತುವರಿ ತಡೆಯಲು ಆಗ್ರಹ bbox=[22, 428, 132, 498]
masthead-social bbox=[648, 70, 783, 104]
masthead-cities bbox=[296, 70, 575, 104]
left-story-2-byline: ●ಸುದ್ದಿಮೂಲ ವಾರ್ತೆ, ಸುರಪುರ, ಡಿ. 01: bbox=[22, 505, 131, 514]
cities_row2-6[interactable]: ಬೀದರ bbox=[554, 90, 575, 101]
mid-story-1 bbox=[172, 114, 376, 731]
spirit-story-kicker-left: ದೋರನಹಳ್ಳಿ ಸಿದ್ಧಾರೂಢ ಮಠದಲ್ಲಿ ವಿಶ್ವಶಾಂತಿಗಾಗಿ ಧ್ಯಾನದಾಸೋಹ ಮಹೋತ್ಸವ bbox=[388, 508, 618, 518]
city-bullet-icon: ● bbox=[496, 90, 505, 101]
left-story-2 bbox=[22, 426, 162, 949]
masthead-urls bbox=[165, 70, 296, 104]
bottom-left-body-4: ಪಾಟೀಲ್ ಚೆಂಬಳ, ಯುವಾ ಅಧ್ಯಕ್ಷ ಮಲ್ಲು ಮಾಲಿ ಪಾಟೀಲ್, ಎಸ್.ಪಿ. ಪಾಟೀಲ್, ಚಂದ್ರಶೇಖರ ಬಿ.ಎಸ್. ಪ್ರಭು ಹುಲಿ, ಮರಲಿಂಗಪ್ಪ ಕರ್ನಾಳ್, ಚಿತ್ರಲಿಂಗಪ್ಪ ಬಳ್ಳಾರಿ, ವೀರೇಶ ನಾಯಕ, ಶರಣಪ್ಪ ನರೇಂದ್ರ ಪಾಟೀಲ್ ಸೇರಿದಂತೆ ಅನೇಕರು ಉಪಸ್ಥಿತರಿದ್ದರು. ಪ್ರಭಾಕರ ಹಿರೇಮಠ ಸ್ವಾಗತಿಸಿ, ಮಹಾರಾಜ ದಿನ್ನಿ ನಿರೂಪಿಸಿದರು. ಸಂತೋಷ ಕೊಂಕಲ್ ವಂದಿಸಿದರು. ಸನ್ಮಾನಿತರು ಅಶೋಕ ಅರಕೇರಿ, ಎಚ್.ಎನ್. ದಿನ್ನಿ, ಶಕ್ತಿ ಕ್ಷೇತ್ರ, ಶಿಕ್ಷಣ ಕ್ಷೇತ್ರ, ವೈದ್ಯಕೀಯ ಕ್ಷೇತ್ರ, ಯೋಗ ಕ್ಷೇತ್ರ, ಕ್ರೀಡಾ ಕ್ಷೇತ್ರ ಸಾಧಕರು. bbox=[424, 1001, 560, 1093]
footer-rule bbox=[22, 1482, 922, 1484]
portrait-photo bbox=[22, 583, 162, 655]
city-bullet-icon: ● bbox=[464, 90, 473, 101]
quote-box bbox=[154, 1130, 418, 1192]
bottom-left-body-3: ಕಾರ್ಯಕ್ರಮದಲ್ಲಿ ಸಾಧಕರಿಗೆ ಸನ್ಮಾನಿಸಲಾಯಿತು. ಸಾಂಸ್ಕೃತಿಕ ಕಾರ್ಯಕ್ರಮಗಳು ಪ್ರೇಕ್ಷಕರ ಮನಸೂರೆಗೊಂಡವು. ಕರವೇ ಕಾರ್ಯಕರ್ತರು, ಸಾಹಿತಿಗಳು, ಕಲಾವಿದರು, ಸಾರ್ವಜನಿಕರು ಪಾಲ್ಗೊಂಡಿದ್ದರು. ಜಿಲ್ಲೆಯ ಅಭಿವೃದ್ಧಿಗಾಗಿ ಸಂಘಟನೆ ಸದಾ ಬದ್ಧವಾಗಿದೆ ಎಂದರು. bbox=[288, 1199, 418, 1249]
cities_row1-3[interactable]: ಚಿಕ್ಕಬಳ್ಳಾಪುರ bbox=[484, 73, 528, 84]
twitter-icon bbox=[648, 90, 657, 99]
cities-row-1 bbox=[296, 70, 575, 87]
cities_row2-1[interactable]: ಕೊಪ್ಪಳ bbox=[355, 90, 382, 101]
spirit-story-kicker: ದೋರನಹಳ್ಳಿ ಸಿದ್ಧಾರೂಢ ಮಠದಲ್ಲಿ ವಿಶ್ವಶಾಂತಿಗಾಗಿ ಧ್ಯಾನದಾಸೋಹ ಮಹೋತ್ಸವ | ಪ್ರಣವಾನಂದ ಶ್ರೀಗಳ ಸಲಹೆ bbox=[388, 508, 707, 518]
rajyotsava-photo bbox=[22, 1000, 418, 1126]
city-bullet-icon: ● bbox=[527, 73, 536, 84]
cities_row2-5[interactable]: ವಿಜಯನಗರ bbox=[504, 90, 547, 101]
spirit-story-col-1 bbox=[388, 572, 518, 714]
bottom-left-photo bbox=[22, 1000, 418, 1126]
spirit-story-kicker-right: ಪ್ರಣವಾನಂದ ಶ್ರೀಗಳ ಸಲಹೆ bbox=[628, 508, 707, 518]
left-story-1-byline: ●ಸುದ್ದಿಮೂಲ ವಾರ್ತೆ, ಸುರಪುರ, ಡಿ. 01: bbox=[22, 154, 131, 163]
spirit-story-body-3b: ಎಲ್ಲರೊಂದಿಗೆ ಪ್ರೀತಿಯಿಂದ ಬಾಳಬೇಕು. ಧ್ಯಾನದಿಂದ ಮನಸ್ಸಿಗೆ ಶಾಂತಿ ಸಿಗುತ್ತದೆ. ಆಧ್ಯಾತ್ಮಿಕ ಚಿಂತನೆ ಮನುಷ್ಯನನ್ನು ಸನ್ಮಾರ್ಗದಲ್ಲಿ ನಡೆಸುತ್ತದೆ. ಇಂದಿನ ಒತ್ತಡದ ಬದುಕಿನಲ್ಲಿ ಧ್ಯಾನ ಅತ್ಯಗತ್ಯವಾಗಿದೆ. ಗುರುವಿನ ಮಾರ್ಗದರ್ಶನದಲ್ಲಿ ನಡೆದರೆ ಜೀವನ ಸಾರ್ಥಕವಾಗುತ್ತದೆ ಎಂದು ನುಡಿದರು. ಮಠದ ಪೀಠಾಧಿಪತಿಗಳು ಸಾನಿಧ್ಯ ವಹಿಸಿದ್ದರು. bbox=[658, 713, 786, 774]
masthead-rule bbox=[22, 104, 922, 107]
left-story-2-photo bbox=[22, 583, 162, 655]
story-divider bbox=[172, 744, 376, 745]
felicitation-photo bbox=[654, 1304, 800, 1400]
left-story-1 bbox=[22, 114, 162, 414]
masthead bbox=[0, 0, 945, 108]
mid-story-2-body: ಗುರುಮಠಕಲ್ ಪುರಸಭೆ ವ್ಯಾಪ್ತಿಯಲ್ಲಿ ಬರುವ ಸ.ನಂ 19/1 ಮತ್ತು 20 ರಲ್ಲಿ ಸರ್ಕಾರದ ವಸತಿ ಯೋಜನೆಗಾಗಿ ರಾಜೀವ ಗಾಂಧಿ ವಸತಿ ನಿಗಮದಿಂದ ಡಾ. ಅಂಬೇಡ್ಕರ್ ಜನ್ಮ ಶತಮಾನೋತ್ಸವ ವಸತಿ ಯೋಜನೆಯಡಿ 2003-04 ಮತ್ತು 2005-06ರಲ್ಲಿ ವಸತಿರಹಿತ ಫಲಾನುಭವಿಗಳಿಗೆ ಮನೆ ಹಂಚಿಕೆ ಮಾಡಲಾಗಿದ್ದು, ಸಂಬಂಧಿಸಿದ ಫಲಾನುಭವಿಗಳು ದಾಖಲೆಗಳೊಂದಿಗೆ ಪುರಸಭೆ ಕಚೇರಿಗೆ ಸಂಪರ್ಕಿಸಿ ನೋಂದಣಿ ಮಾಡಿಕೊಳ್ಳುವಂತೆ ಮುಖ್ಯಾಧಿಕಾರಿಗಳು ಪ್ರಕಟಣೆಯಲ್ಲಿ ತಿಳಿಸಿದ್ದಾರೆ. ನಿಗದಿತ ಅವಧಿಯೊಳಗೆ ದಾಖಲೆ ಸಲ್ಲಿಸದಿದ್ದಲ್ಲಿ ಹಂಚಿಕೆ ರದ್ದುಪಡಿಸಲಾಗುವುದು ಎಂದು ಎಚ್ಚರಿಸಿದ್ದಾರೆ. bbox=[172, 778, 376, 849]
mid-story-2-kicker: ಗುರುಮಠಕಲ್ ಪುರಸಭೆ : ವಸತಿ ಯೋಜನೆ ನೋಂದಣಿಗೆ ಸೂಚನೆ bbox=[172, 750, 349, 760]
bottom-right-col-1 bbox=[570, 1154, 684, 1272]
top-story-lead-block bbox=[388, 346, 616, 498]
masthead-day: ಸೋಮವಾರ bbox=[62, 70, 106, 83]
bottom-left-byline: ●ಸುದ್ದಿಮೂಲ ವಾರ್ತೆ, ಯಾದಗಿರಿ, ಡಿ. 01: bbox=[22, 1130, 134, 1139]
bottom-right-story-2-photo bbox=[654, 1304, 800, 1400]
top-story-kicker-right: ಪ್ರಶಸ್ತಿ ಪುರಸ್ಕೃತ ನಿಂಗನಗೌಡ ದೇಸಾಯಿ ಅಭಿಮತ bbox=[507, 120, 654, 131]
cities_row2-0[interactable]: ರಾಯಚೂರು bbox=[304, 90, 347, 101]
page-number: 4 bbox=[28, 68, 49, 103]
spirit-story-byline: ●ಸುದ್ದಿಮೂಲ ವಾರ್ತೆ, ಶಹಾಪುರ, ಡಿ. 01: bbox=[388, 572, 499, 581]
left-story-1-headline: ಸುರಪುರ : ಭದ್ರವೇಷ ಸ್ಪರ್ಧೆ ಜಿಲ್ಲಾ ಮಟ್ಟಕ್ಕೆ ಆಯ್ಕೆ bbox=[22, 115, 156, 146]
bottom-right-headline: ಜ್ಞಾನಪೀಠ ಪ್ರಶಸ್ತಿ ಪಡೆದ ಮಹನೀಯರ ಕುರಿತ ವಿಚಾರ ಸಂಕೀರ್ಣ ಶ್ಲಾಘನೀಯ - ಕನ್ನೆಳ್ಳಿ bbox=[570, 972, 874, 1022]
cities_row2-3[interactable]: ಕಲಬುರಗಿ bbox=[430, 90, 465, 101]
bottom-right-story-2-byline: ●ಸುದ್ದಿಮೂಲ ವಾರ್ತೆ, ಸೈದಾಪುರ, ಡಿ. 01: bbox=[570, 1302, 650, 1319]
spirit-story-headline: ಜೀವನದಲ್ಲಿ ದ್ವೇಷದ ಜೀವನ ಅತ್ಯಂತ ಅಪಾಯಕಾರಿ bbox=[388, 524, 874, 558]
mid-story-2-byline: ●ಸುದ್ದಿಮೂಲ ವಾರ್ತೆ, ಗುರುಮಠಕಲ್, ಡಿ. 01: bbox=[172, 765, 295, 774]
mid-story-1-byline: ●ಸುದ್ದಿಮೂಲ ವಾರ್ತೆ, ಚಿತ್ತಾಪುರ, ಡಿ. 01: bbox=[172, 171, 283, 180]
